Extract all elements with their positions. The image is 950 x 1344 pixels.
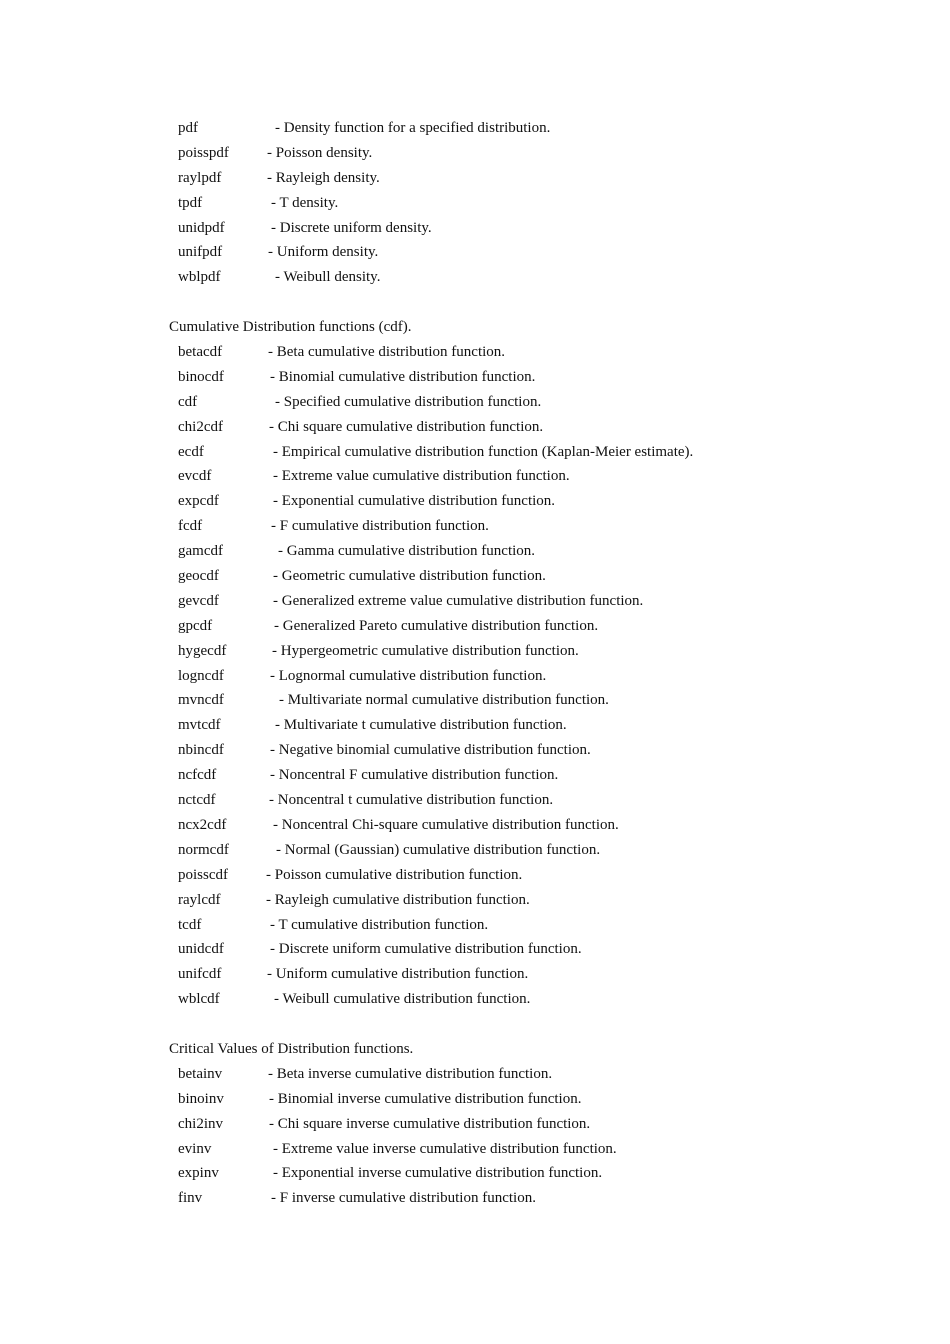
function-description: - Poisson density. [267,144,373,161]
function-name: raylpdf [178,169,222,186]
list-item [0,464,950,489]
list-item [0,415,950,440]
function-description: - Normal (Gaussian) cumulative distribution function. [276,841,601,858]
function-name: nbincdf [178,742,224,759]
list-item [0,688,950,713]
function-description: - Gamma cumulative distribution function. [278,543,536,560]
spacer [0,290,950,315]
document-body [0,116,950,1211]
function-description: - Binomial inverse cumulative distribution function. [269,1090,582,1107]
function-name: nctcdf [178,792,216,809]
function-name: tcdf [178,916,202,933]
list-item [0,987,950,1012]
function-description: - Negative binomial cumulative distribution function. [270,742,591,759]
list-item [0,216,950,241]
function-description: - F inverse cumulative distribution function. [271,1190,536,1207]
function-name: logncdf [178,667,224,684]
function-description: - Chi square inverse cumulative distribution function. [269,1115,591,1132]
function-description: - Discrete uniform cumulative distribution function. [270,941,582,958]
list-item [0,1112,950,1137]
function-name: unifcdf [178,966,222,983]
function-description: - Uniform cumulative distribution function. [267,966,529,983]
function-name: mvtcdf [178,717,221,734]
list-item [0,962,950,987]
function-description: - Noncentral F cumulative distribution function. [270,767,559,784]
list-item [0,1087,950,1112]
function-description: - Density function for a specified distribution. [275,120,551,136]
section-heading: Critical Values of Distribution functions. [169,1040,414,1057]
list-item [0,1186,950,1211]
function-name: fcdf [178,518,203,535]
list-item [0,589,950,614]
list-item [0,390,950,415]
function-name: unifpdf [178,244,223,261]
list-item [0,713,950,738]
list-item [0,888,950,913]
list-item [0,365,950,390]
function-description: - Extreme value cumulative distribution function. [273,468,570,485]
function-name: ecdf [178,443,204,460]
list-item [0,1137,950,1162]
function-description: - Uniform density. [268,244,379,261]
function-name: mvncdf [178,692,224,709]
list-item [0,191,950,216]
function-description: - Beta cumulative distribution function. [268,344,506,361]
function-description: - T density. [271,194,339,211]
function-description: - F cumulative distribution function. [271,518,489,535]
function-description: - Noncentral t cumulative distribution function. [269,792,554,809]
list-item [0,1161,950,1186]
list-item [0,1062,950,1087]
function-description: - T cumulative distribution function. [270,916,489,933]
list-item [0,788,950,813]
section-pdf [0,116,950,290]
function-name: normcdf [178,841,229,858]
function-description: - Rayleigh density. [267,169,380,186]
function-name: wblcdf [178,991,220,1008]
function-description: - Generalized extreme value cumulative distribution function. [273,592,644,609]
function-description: - Lognormal cumulative distribution function. [270,667,547,684]
function-name: binoinv [178,1090,224,1107]
function-name: cdf [178,393,198,410]
function-description: - Discrete uniform density. [271,219,432,236]
function-name: hygecdf [178,642,227,659]
list-item [0,813,950,838]
function-name: gpcdf [178,617,213,634]
list-item [0,489,950,514]
function-description: - Weibull cumulative distribution function. [274,991,531,1008]
function-description: - Poisson cumulative distribution function. [266,866,523,883]
function-description: - Empirical cumulative distribution function (Kaplan-Meier estimate). [273,443,694,460]
list-item [0,614,950,639]
list-item [0,664,950,689]
function-description: - Rayleigh cumulative distribution function. [266,891,530,908]
function-name: poisscdf [178,866,228,883]
function-name: poisspdf [178,144,229,161]
function-description: - Generalized Pareto cumulative distribution function. [274,617,599,634]
function-description: - Multivariate t cumulative distribution function. [275,717,567,734]
function-description: - Geometric cumulative distribution function. [273,568,546,585]
list-item [0,863,950,888]
function-name: geocdf [178,568,219,585]
function-description: - Exponential inverse cumulative distribution function. [273,1165,603,1182]
section-heading: Cumulative Distribution functions (cdf). [169,319,412,336]
function-name: unidcdf [178,941,224,958]
function-name: finv [178,1190,203,1207]
function-description: - Weibull density. [275,269,381,286]
list-item [0,763,950,788]
list-item [0,838,950,863]
function-name: wblpdf [178,269,221,286]
function-name: evinv [178,1140,212,1157]
list-item [0,738,950,763]
function-name: tpdf [178,194,203,211]
list-item [0,539,950,564]
function-description: - Multivariate normal cumulative distribution function. [279,692,609,709]
function-name: chi2cdf [178,418,223,435]
spacer [0,1012,950,1037]
list-item [0,265,950,290]
function-description: - Binomial cumulative distribution function. [270,368,536,385]
function-description: - Chi square cumulative distribution function. [269,418,544,435]
list-item [0,564,950,589]
function-name: expinv [178,1165,219,1182]
function-description: - Exponential cumulative distribution function. [273,493,556,510]
function-description: - Beta inverse cumulative distribution function. [268,1065,553,1082]
list-item [0,514,950,539]
function-description: - Extreme value inverse cumulative distribution function. [273,1140,617,1157]
list-item [0,937,950,962]
section-cdf [0,315,950,1012]
function-name: ncx2cdf [178,816,227,833]
list-item [0,166,950,191]
list-item [0,639,950,664]
function-name: betacdf [178,344,223,361]
function-name: gamcdf [178,543,223,560]
function-description: - Noncentral Chi-square cumulative distribution function. [273,816,619,833]
function-description: - Hypergeometric cumulative distribution function. [272,642,579,659]
function-description: - Specified cumulative distribution function. [275,393,542,410]
function-name: evcdf [178,468,212,485]
list-item [0,116,950,141]
function-name: chi2inv [178,1115,223,1132]
section-inv [0,1037,950,1211]
function-name: binocdf [178,368,224,385]
function-name: betainv [178,1065,223,1082]
function-name: raylcdf [178,891,221,908]
function-name: unidpdf [178,219,225,236]
list-item [0,340,950,365]
function-name: expcdf [178,493,219,510]
list-item [0,141,950,166]
function-name: ncfcdf [178,767,217,784]
function-name: pdf [178,120,198,136]
function-name: gevcdf [178,592,219,609]
list-item [0,240,950,265]
list-item [0,913,950,938]
list-item [0,440,950,465]
